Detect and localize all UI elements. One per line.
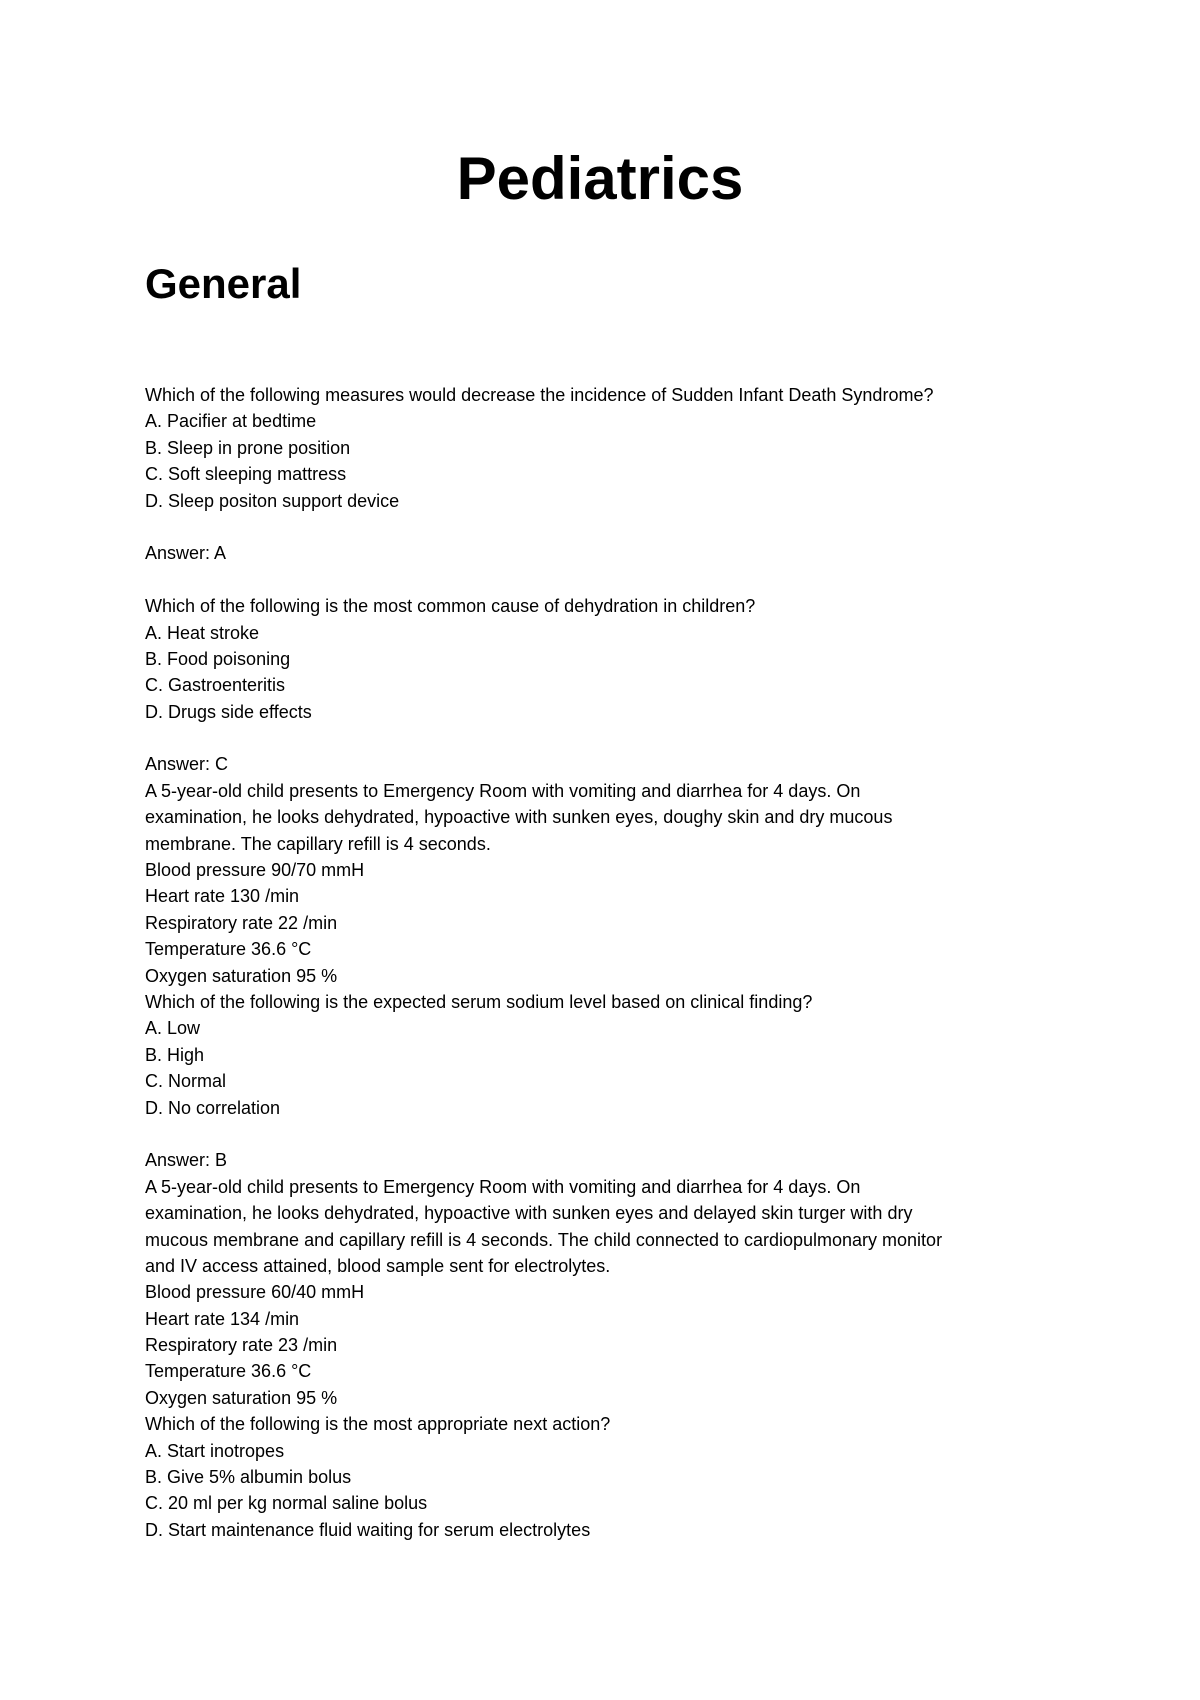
question-block: [145, 382, 1065, 593]
option-d: D. Sleep positon support device: [145, 490, 400, 511]
option-c: C. Normal: [145, 1071, 227, 1092]
vital-respiratory-rate: Respiratory rate 23 /min: [145, 1335, 338, 1356]
question-text: Which of the following measures would decrease the incidence of Sudden Infant Death Syndrome?: [145, 385, 934, 405]
spacer: [145, 567, 1065, 593]
section-heading: General: [145, 260, 302, 307]
option-a: A. Pacifier at bedtime: [145, 411, 317, 432]
option-a: A. Start inotropes: [145, 1440, 285, 1461]
vital-blood-pressure: Blood pressure 60/40 mmH: [145, 1282, 365, 1303]
vital-respiratory-rate: Respiratory rate 22 /min: [145, 912, 338, 933]
vital-heart-rate: Heart rate 134 /min: [145, 1308, 300, 1329]
vital-temperature: Temperature 36.6 °C: [145, 1361, 312, 1382]
spacer: [145, 1121, 1065, 1147]
spacer: [145, 514, 1065, 540]
option-b: B. Food poisoning: [145, 648, 291, 669]
question-block: [145, 593, 1065, 778]
vital-temperature: Temperature 36.6 °C: [145, 939, 312, 960]
option-c: C. Soft sleeping mattress: [145, 464, 347, 485]
option-d: D. No correlation: [145, 1097, 281, 1118]
document-title: Pediatrics: [456, 145, 744, 212]
vital-heart-rate: Heart rate 130 /min: [145, 886, 300, 907]
case-text: examination, he looks dehydrated, hypoactive with sunken eyes and delayed skin turger with dry: [145, 1203, 913, 1224]
option-a: A. Heat stroke: [145, 622, 260, 643]
option-c: C. Gastroenteritis: [145, 675, 286, 696]
option-b: B. High: [145, 1044, 205, 1065]
spacer: [145, 725, 1065, 751]
vital-oxygen-saturation: Oxygen saturation 95 %: [145, 1387, 338, 1408]
question-text: Which of the following is the expected serum sodium level based on clinical finding?: [145, 991, 813, 1012]
vital-oxygen-saturation: Oxygen saturation 95 %: [145, 965, 338, 986]
question-text: Which of the following is the most common cause of dehydration in children?: [145, 596, 756, 617]
case-text: A 5-year-old child presents to Emergency Room with vomiting and diarrhea for 4 days. On: [145, 1176, 861, 1197]
case-text: mucous membrane and capillary refill is 4 seconds. The child connected to cardiopulmonary monitor: [145, 1229, 943, 1250]
case-text: and IV access attained, blood sample sent for electrolytes.: [145, 1255, 611, 1276]
question-list: [145, 382, 1065, 1543]
question-block: [145, 778, 1065, 1174]
vital-blood-pressure: Blood pressure 90/70 mmH: [145, 860, 365, 881]
option-b: B. Give 5% albumin bolus: [145, 1467, 352, 1488]
answer-line: Answer: A: [145, 543, 227, 564]
answer-line: Answer: C: [145, 754, 229, 775]
option-c: C. 20 ml per kg normal saline bolus: [145, 1493, 428, 1514]
case-text: examination, he looks dehydrated, hypoactive with sunken eyes, doughy skin and dry mucous: [145, 807, 893, 828]
option-d: D. Start maintenance fluid waiting for serum electrolytes: [145, 1519, 591, 1540]
question-text: Which of the following is the most appropriate next action?: [145, 1414, 611, 1435]
answer-line: Answer: B: [145, 1150, 228, 1171]
option-d: D. Drugs side effects: [145, 701, 312, 722]
option-a: A. Low: [145, 1018, 201, 1039]
option-b: B. Sleep in prone position: [145, 437, 351, 458]
question-block: [145, 1174, 1065, 1543]
case-text: membrane. The capillary refill is 4 seconds.: [145, 833, 491, 854]
case-text: A 5-year-old child presents to Emergency Room with vomiting and diarrhea for 4 days. On: [145, 780, 861, 801]
